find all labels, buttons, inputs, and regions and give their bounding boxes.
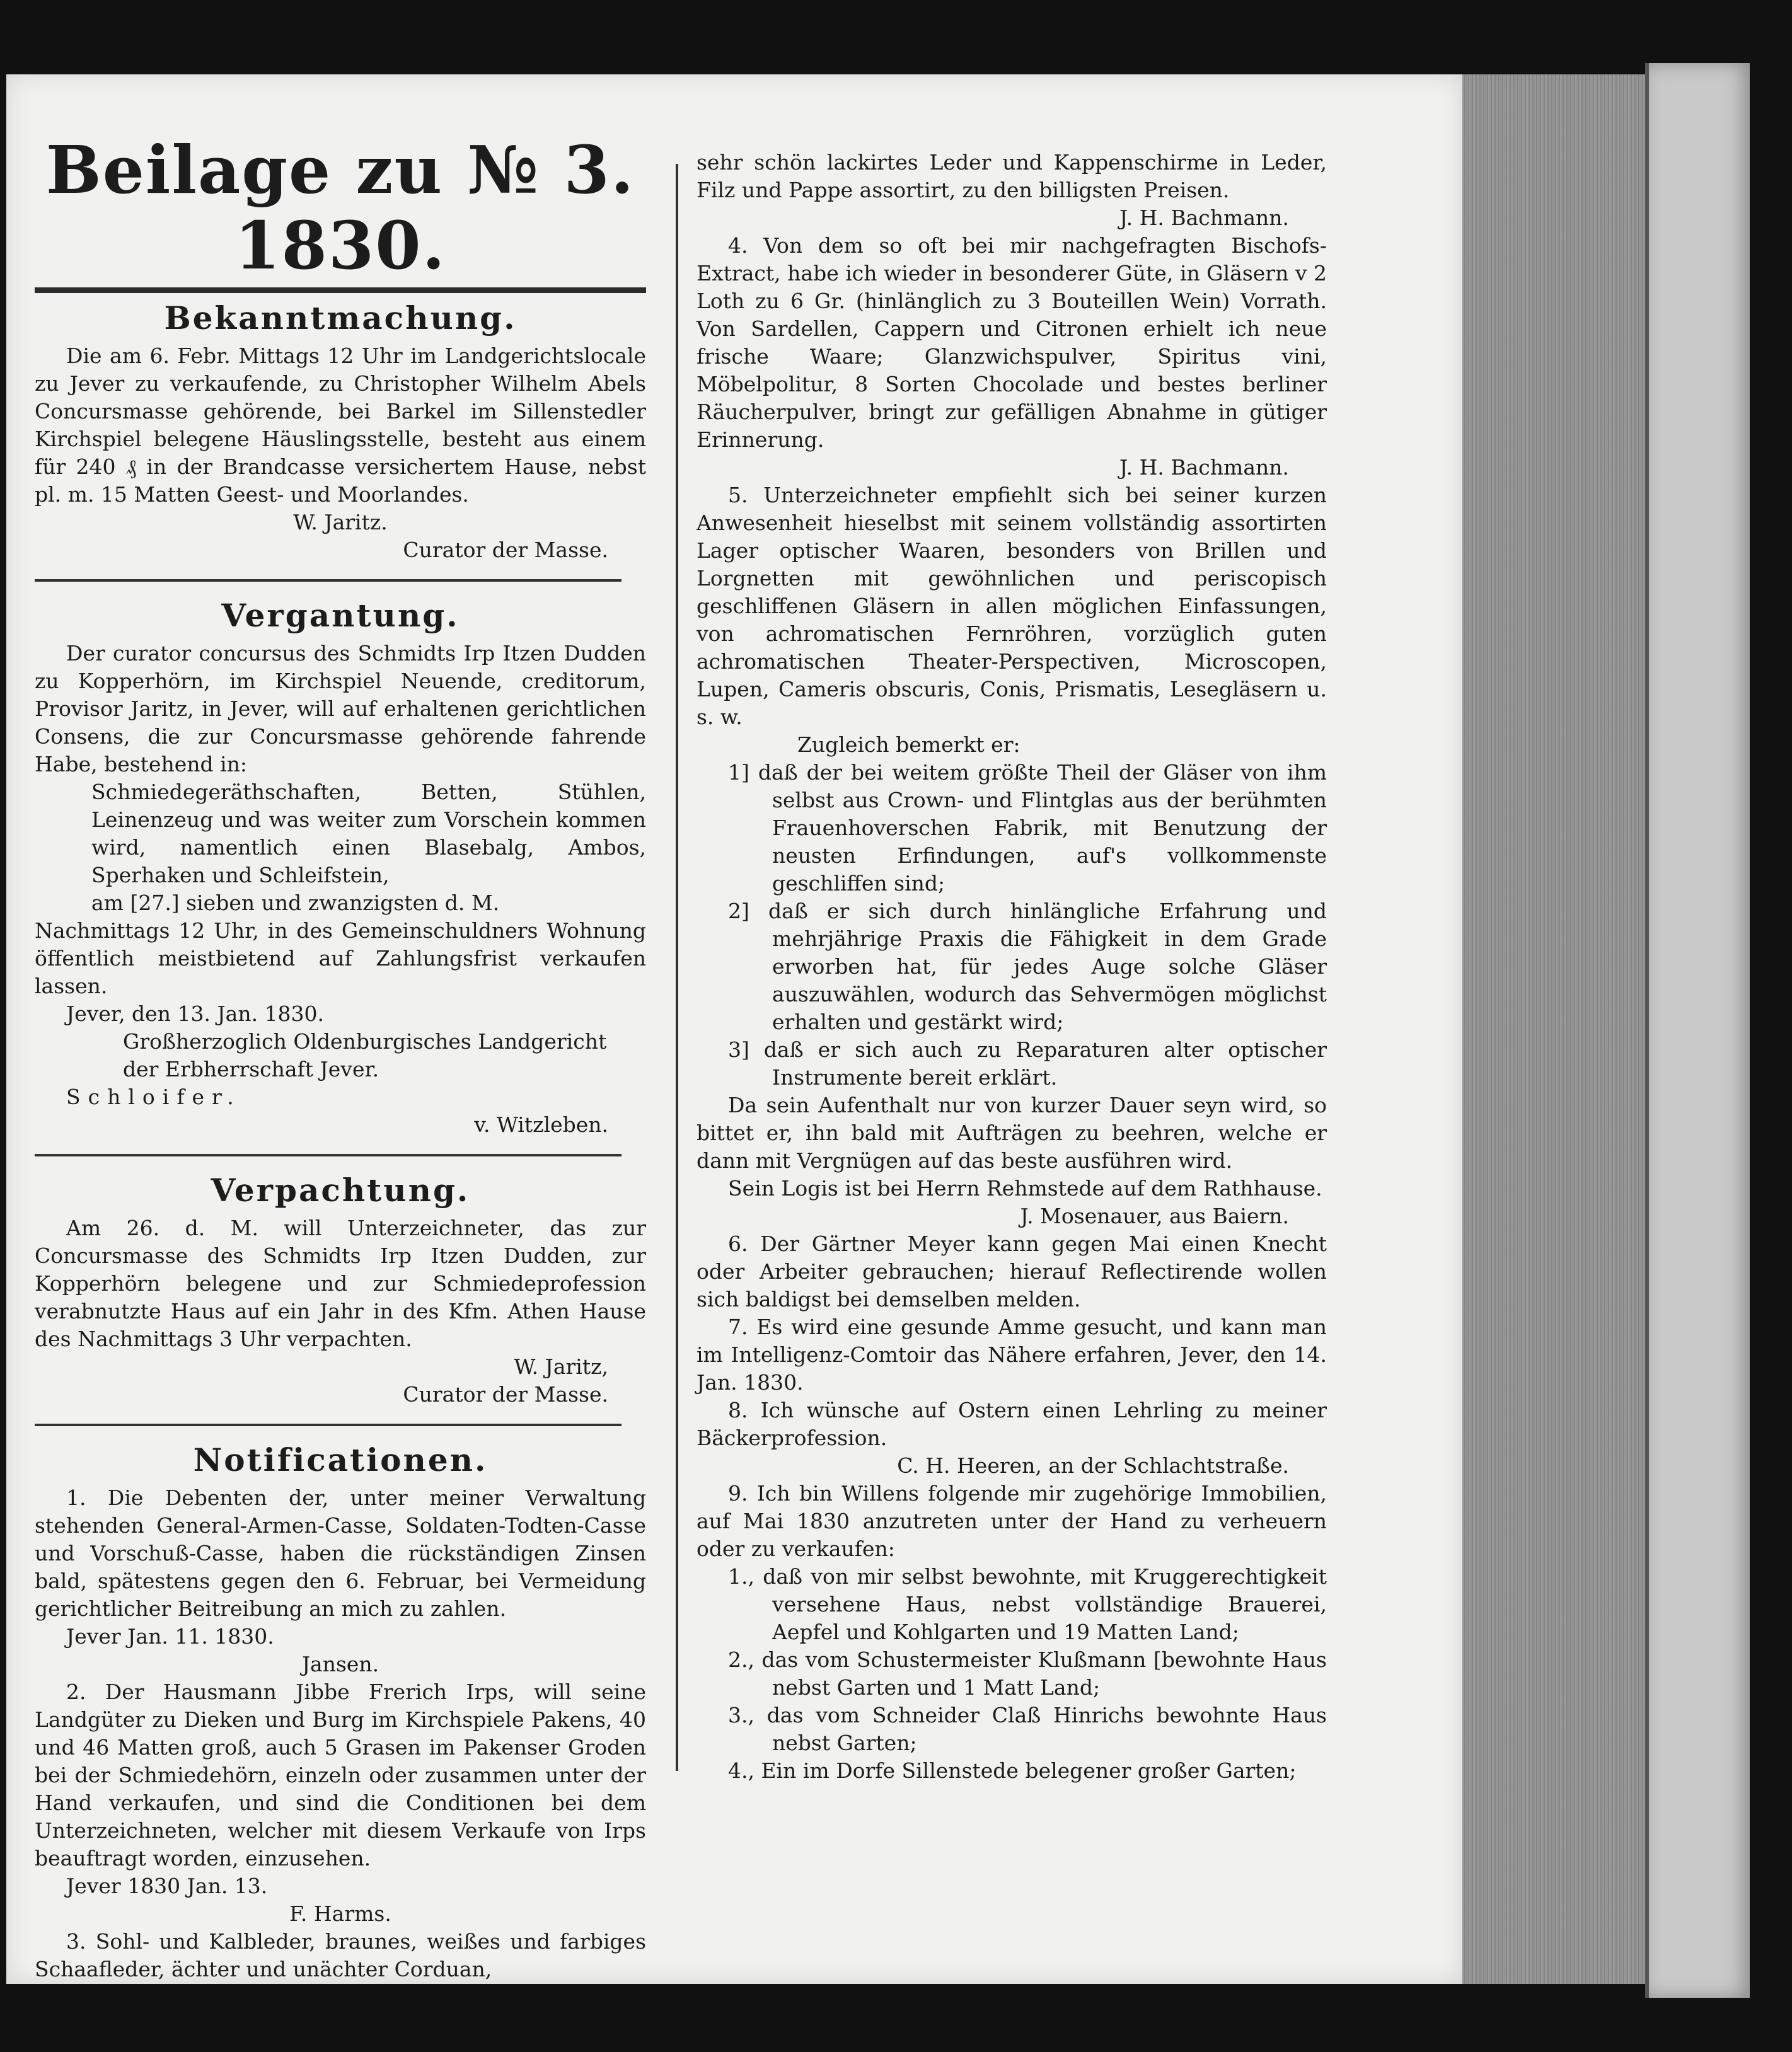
vergantung-court1: Großherzoglich Oldenburgisches Landgericht [123, 1029, 607, 1054]
vergantung-text1: Der curator concursus des Schmidts Irp Itzen Dudden zu Kopperhörn, im Kirchspiel Neuende, creditorum, Provisor Jaritz, in Jever, will auf erhaltenen gerichtlichen Consens, die zur Concursmasse gehörende fahrende Habe, bestehend in: [35, 641, 646, 776]
bekanntmachung-text: Die am 6. Febr. Mittags 12 Uhr im Landgerichtslocale zu Jever zu verkaufende, zu Christopher Wilhelm Abels Concursmasse gehörende, bei Barkel im Sillenstedler Kirchspiel belegene Häuslingsstelle, besteht aus einem für 240 ₰ in der Brandcasse versichertem Hause, nebst pl. m. 15 Matten Geest- und Moorlandes. [35, 343, 646, 507]
notification-4-sign: J. H. Bachmann. [1119, 455, 1289, 480]
notification-5-point-2: 2] daß er sich durch hinlängliche Erfahrung und mehrjährige Praxis die Fähigkeit in dem Grade erworben hat, für jedes Auge solche Gläser auszuwählen, wodurch das Sehvermögen möglichst erhalten und gestärkt wird; [728, 899, 1327, 1034]
notification-4: 4. Von dem so oft bei mir nachgefragten Bischofs-Extract, habe ich wieder in besonderer Güte, in Gläsern v 2 Loth zu 6 Gr. (hinlänglich zu 3 Bouteillen Wein) Vorrath. Von Sardellen, Cappern und Citronen erhielt ich neue frische Waare; Glanzwichspulver, Spiritus vini, Möbelpolitur, 8 Sorten Chocolade und bestes berliner Räucherpulver, bringt zur gefälligen Abnahme in gütiger Erinnerung. [697, 233, 1327, 452]
section-notificationen [35, 1441, 646, 1983]
notification-9-item-2: 2., das vom Schustermeister Klußmann [bewohnte Haus nebst Garten und 1 Matt Land; [728, 1647, 1327, 1700]
column-divider [676, 164, 678, 1771]
section-verpachtung [35, 1172, 646, 1409]
notification-9-item-3: 3., das vom Schneider Claß Hinrichs bewohnte Haus nebst Garten; [728, 1703, 1327, 1755]
notification-5-point-3: 3] daß er sich auch zu Reparaturen alter optischer Instrumente bereit erklärt. [728, 1037, 1327, 1090]
bekanntmachung-sign2: Curator der Masse. [403, 538, 608, 562]
notification-9-item-4: 4., Ein im Dorfe Sillenstede belegener großer Garten; [728, 1758, 1297, 1783]
notification-3-sign: J. H. Bachmann. [1119, 205, 1289, 230]
section-rule [35, 579, 621, 582]
notification-7: 7. Es wird eine gesunde Amme gesucht, und kann man im Intelligenz-Comtoir das Nähere erfahren, Jever, den 14. Jan. 1830. [697, 1315, 1327, 1395]
section-vergantung [35, 597, 646, 1139]
heading-vergantung: Vergantung. [221, 597, 460, 634]
notification-3-continued: sehr schön lackirtes Leder und Kappenschirme in Leder, Filz und Pappe assortirt, zu den billigsten Preisen. [697, 150, 1327, 202]
page-title: Beilage zu № 3. 1830. [45, 131, 635, 284]
notification-2-date: Jever 1830 Jan. 13. [66, 1874, 268, 1898]
vergantung-name2: v. Witzleben. [474, 1112, 608, 1137]
notification-3: 3. Sohl- und Kalbleder, braunes, weißes und farbiges Schaafleder, ächter und unächter Corduan, [35, 1929, 646, 1981]
notification-5-logis: Sein Logis ist bei Herrn Rehmstede auf dem Rathhause. [728, 1176, 1322, 1201]
notification-5-stay: Da sein Aufenthalt nur von kurzer Dauer seyn wird, so bittet er, ihn bald mit Aufträgen zu beehren, welche er dann mit Vergnügen auf das beste ausführen wird. [697, 1093, 1327, 1173]
notification-5-also: Zugleich bemerkt er: [797, 732, 1020, 757]
notification-5-sign: J. Mosenauer, aus Baiern. [1020, 1204, 1289, 1228]
notification-5: 5. Unterzeichneter empfiehlt sich bei seiner kurzen Anwesenheit hieselbst mit seinem vollständig assortirten Lager optischer Waaren, besonders von Brillen und Lorgnetten mit gewöhnlichen und periscopisch geschliffenen Gläsern in allen möglichen Einfassungen, von achromatischen Fernröhren, vorzüglich guten achromatischen Theater-Perspectiven, Microscopen, Lupen, Cameris obscuris, Conis, Prismatis, Lesegläsern u. s. w. [697, 483, 1327, 729]
book-cover-edge [1645, 63, 1750, 1998]
vergantung-text2: Nachmittags 12 Uhr, in des Gemeinschuldners Wohnung öffentlich meistbietend auf Zahlungsfrist verkaufen lassen. [35, 918, 646, 998]
right-column [697, 149, 1327, 1785]
vergantung-place-date: Jever, den 13. Jan. 1830. [66, 1001, 325, 1026]
section-bekanntmachung [35, 299, 646, 564]
notification-5-point-1: 1] daß der bei weitem größte Theil der Gläser von ihm selbst aus Crown- und Flintglas aus der berühmten Frauenhoverschen Fabrik, mit Benutzung der neusten Erfindungen, auf's vollkommenste geschliffen sind; [728, 760, 1327, 896]
bekanntmachung-sign1: W. Jaritz. [293, 510, 388, 534]
notification-1: 1. Die Debenten der, unter meiner Verwaltung stehenden General-Armen-Casse, Soldaten-Todten-Casse und Vorschuß-Casse, haben die rückständigen Zinsen bald, spätestens gegen den 6. Februar, bei Vermeidung gerichtlicher Beitreibung an mich zu zahlen. [35, 1485, 646, 1621]
vergantung-court2: der Erbherrschaft Jever. [123, 1057, 379, 1081]
notification-1-sign: Jansen. [301, 1652, 379, 1676]
section-rule [35, 1154, 621, 1156]
section-rule [35, 1424, 621, 1426]
vergantung-items: Schmiedegeräthschaften, Betten, Stühlen, Leinenzeug und was weiter zum Vorschein kommen wird, namentlich einen Blasebalg, Ambos, Sperhaken und Schleifstein, [91, 780, 646, 887]
notification-2: 2. Der Hausmann Jibbe Frerich Irps, will seine Landgüter zu Dieken und Burg im Kirchspiele Pakens, 40 und 46 Matten groß, auch 5 Grasen im Pakenser Groden bei der Schmiedehörn, einzeln oder zusammen unter der Hand verkaufen, und sind die Conditionen bei dem Unterzeichneten, welcher mit diesem Verkaufe von Irps beauftragt worden, einzusehen. [35, 1680, 646, 1870]
notification-9: 9. Ich bin Willens folgende mir zugehörige Immobilien, auf Mai 1830 anzutreten unter der Hand zu verheuern oder zu verkaufen: [697, 1481, 1327, 1561]
notification-2-sign: F. Harms. [289, 1901, 391, 1926]
verpachtung-text: Am 26. d. M. will Unterzeichneter, das zur Concursmasse des Schmidts Irp Itzen Dudden, zur Kopperhörn belegene und zur Schmiedeprofession verabnutzte Haus auf ein Jahr in des Kfm. Athen Hause des Nachmittags 3 Uhr verpachten. [35, 1216, 646, 1351]
vergantung-name1: Schloifer. [66, 1085, 241, 1109]
verpachtung-sign1: W. Jaritz, [514, 1354, 608, 1379]
heading-notificationen: Notificationen. [193, 1441, 488, 1478]
notification-9-item-1: 1., daß von mir selbst bewohnte, mit Kruggerechtigkeit versehene Haus, nebst vollständige Brauerei, Aepfel und Kohlgarten und 19 Matten Land; [728, 1564, 1327, 1644]
verpachtung-sign2: Curator der Masse. [403, 1382, 608, 1407]
title-rule [35, 287, 646, 293]
notification-6: 6. Der Gärtner Meyer kann gegen Mai einen Knecht oder Arbeiter gebrauchen; hierauf Reflectirende wollen sich baldigst bei demselben melden. [697, 1231, 1327, 1311]
vergantung-date-line: am [27.] sieben und zwanzigsten d. M. [91, 891, 500, 915]
notification-1-date: Jever Jan. 11. 1830. [66, 1624, 274, 1649]
notification-8-sign: C. H. Heeren, an der Schlachtstraße. [897, 1453, 1289, 1478]
book-page-edges [1462, 74, 1645, 1984]
notification-8: 8. Ich wünsche auf Ostern einen Lehrling zu meiner Bäckerprofession. [697, 1398, 1327, 1450]
left-column [35, 132, 646, 1983]
heading-verpachtung: Verpachtung. [211, 1172, 470, 1209]
heading-bekanntmachung: Bekanntmachung. [164, 299, 517, 337]
